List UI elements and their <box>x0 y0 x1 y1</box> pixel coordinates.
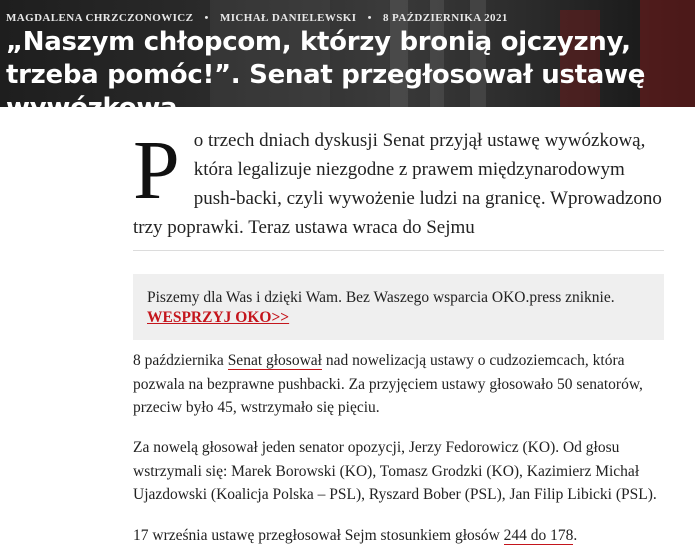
paragraph-1 <box>133 349 673 420</box>
author-1[interactable]: MAGDALENA CHRZCZONOWICZ <box>6 12 194 24</box>
lead-divider <box>133 250 664 251</box>
author-2[interactable]: MICHAŁ DANIELEWSKI <box>219 12 357 24</box>
lead-text: o trzech dniach dyskusji Senat przyjął ustawę wywózkową, która legalizuje niezgodne z prawem międzynarodowym push-backi, czyli wywożenie ludzi na granicę. Wprowadzono trzy poprawki. Teraz ustawa wraca do Sejmu <box>133 130 662 238</box>
article-title: „Naszym chłopcom, którzy bronią ojczyzny, trzeba pomóc!”. Senat przegłosował ustawę wywózkową <box>6 27 646 123</box>
article-date: 8 PAŹDZIERNIKA 2021 <box>383 12 508 24</box>
article-meta <box>6 12 508 24</box>
paragraph-3-start: 17 września ustawę przegłosował Sejm stosunkiem głosów <box>133 527 504 544</box>
paragraph-3-end: . <box>573 527 578 544</box>
paragraph-2: Za nowelą głosował jeden senator opozycji, Jerzy Fedorowicz (KO). Od głosu wstrzymali się: Marek Borowski (KO), Tomasz Grodzki (KO), Kazimierz Michał Ujazdowski (Koalicja Polska – PSL), Ryszard Bober (PSL), Jan Filip Libicki (PSL). <box>133 439 657 503</box>
article-header-image <box>0 0 695 123</box>
paragraph-3 <box>133 524 673 548</box>
support-box <box>133 274 664 340</box>
support-oko-link[interactable]: WESPRZYJ OKO>> <box>147 309 290 326</box>
drop-cap: P <box>133 124 180 217</box>
meta-separator: • <box>367 12 372 24</box>
meta-separator: • <box>204 12 209 24</box>
article-lead <box>133 126 668 242</box>
paragraph-1-start: 8 października <box>133 352 228 369</box>
sejm-vote-link[interactable]: 244 do 178 <box>503 527 574 544</box>
paragraph-1-end: nad nowelizacją ustawy o cudzoziemcach, która pozwala na bezprawne pushbacki. Za przyjęciem ustawy głosowało 50 senatorów, przeciw było 45, wstrzymało się pięciu. <box>133 352 643 416</box>
senat-vote-link[interactable]: Senat głosował <box>227 352 322 369</box>
support-text: Piszemy dla Was i dzięki Wam. Bez Waszego wsparcia OKO.press zniknie. <box>147 289 615 306</box>
